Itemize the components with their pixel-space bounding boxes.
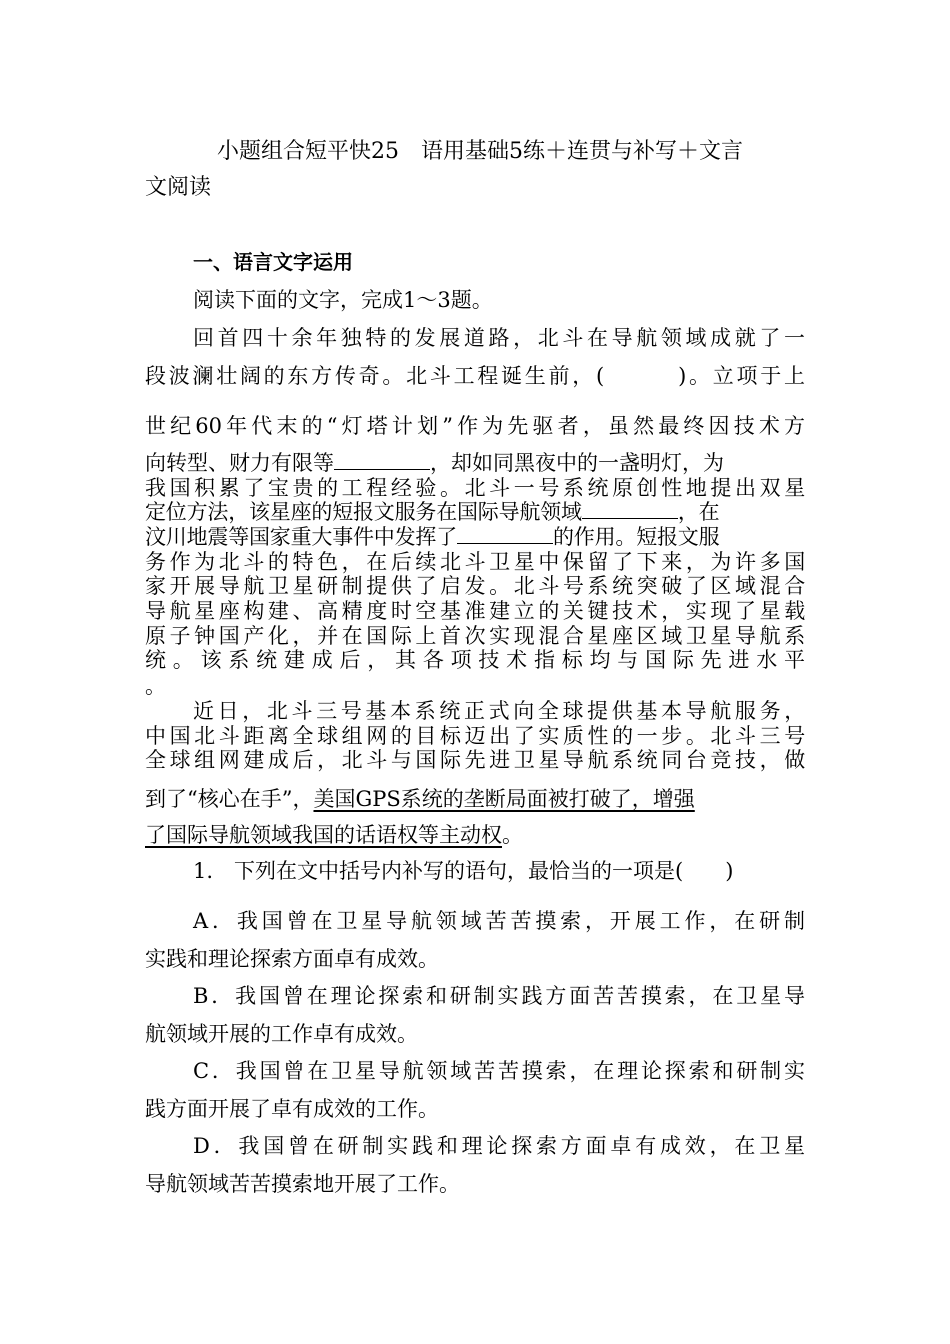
passage-line: 近日，北斗三号基本系统正式向全球提供基本导航服务，	[193, 699, 805, 723]
question-1-option-a: A．我国曾在卫星导航领域苦苦摸索，开展工作，在研制	[193, 909, 805, 933]
passage-text: 向转型、财力有限等	[145, 451, 334, 475]
question-1-option-b: 航领域开展的工作卓有成效。	[145, 1022, 418, 1046]
passage-line: 务作为北斗的特色，在后续北斗卫星中保留了下来，为许多国	[145, 550, 805, 574]
section-heading: 一、语言文字运用	[193, 250, 353, 274]
question-1-option-c: 践方面开展了卓有成效的工作。	[145, 1097, 439, 1121]
passage-line	[145, 785, 805, 813]
passage-line: 统。该系统建成后，其各项技术指标均与国际先进水平	[145, 648, 805, 672]
passage-text: 定位方法，该星座的短报文服务在国际导航领域	[145, 500, 582, 524]
passage-line: 中国北斗距离全球组网的目标迈出了实质性的一步。北斗三号	[145, 724, 805, 748]
fill-in-blank-2	[582, 500, 678, 519]
passage-line: 原子钟国产化，并在国际上首次实现混合星座区域卫星导航系	[145, 624, 805, 648]
reading-instruction: 阅读下面的文字，完成1～3题。	[193, 288, 493, 312]
passage-text: ，却如同黑夜中的一盏明灯，为	[430, 451, 724, 475]
passage-line: 全球组网建成后，北斗与国际先进卫星导航系统同台竞技，做	[145, 748, 805, 772]
passage-text: 到了“核心在手”，	[145, 787, 314, 811]
passage-line: 回首四十余年独特的发展道路，北斗在导航领域成就了一	[193, 326, 805, 350]
underlined-sentence: 美国GPS系统的垄断局面被打破了，增强	[313, 787, 695, 811]
question-1-option-d: D．我国曾在研制实践和理论探索方面卓有成效，在卫星	[193, 1134, 805, 1158]
fill-in-blank-1	[334, 451, 430, 470]
passage-line: 家开展导航卫星研制提供了启发。北斗号系统突破了区域混合	[145, 574, 805, 598]
passage-line: 我国积累了宝贵的工程经验。北斗一号系统原创性地提出双星	[145, 476, 805, 500]
question-1-option-d: 导航领域苦苦摸索地开展了工作。	[145, 1172, 460, 1196]
passage-line	[145, 821, 805, 849]
passage-line	[145, 523, 805, 551]
question-1-option-c: C．我国曾在卫星导航领域苦苦摸索，在理论探索和研制实	[193, 1059, 805, 1083]
passage-line	[145, 498, 805, 526]
question-1-stem: 1. 下列在文中括号内补写的语句，最恰当的一项是( )	[193, 859, 734, 883]
passage-text: 。	[502, 823, 523, 847]
passage-text: 的作用。短报文服	[553, 525, 720, 549]
passage-line: 导航星座构建、高精度时空基准建立的关键技术，实现了星载	[145, 599, 805, 623]
question-1-option-b: B．我国曾在理论探索和研制实践方面苦苦摸索，在卫星导	[193, 984, 805, 1008]
passage-text: ，在	[677, 500, 720, 524]
document-title-line-1: 小题组合短平快25 语用基础5练＋连贯与补写＋文言	[217, 139, 743, 164]
fill-in-blank-3	[457, 525, 553, 544]
document-title-line-2: 文阅读	[145, 175, 212, 200]
passage-text: 汶川地震等国家重大事件中发挥了	[145, 525, 457, 549]
passage-line: 。	[145, 674, 166, 698]
passage-line: 世纪60年代末的“灯塔计划”作为先驱者，虽然最终因技术方	[145, 414, 805, 438]
question-1-option-a: 实践和理论探索方面卓有成效。	[145, 947, 439, 971]
underlined-sentence: 了国际导航领域我国的话语权等主动权	[145, 823, 502, 847]
passage-line	[145, 449, 805, 477]
passage-line: 段波澜壮阔的东方传奇。北斗工程诞生前，( )。立项于上	[145, 364, 805, 388]
